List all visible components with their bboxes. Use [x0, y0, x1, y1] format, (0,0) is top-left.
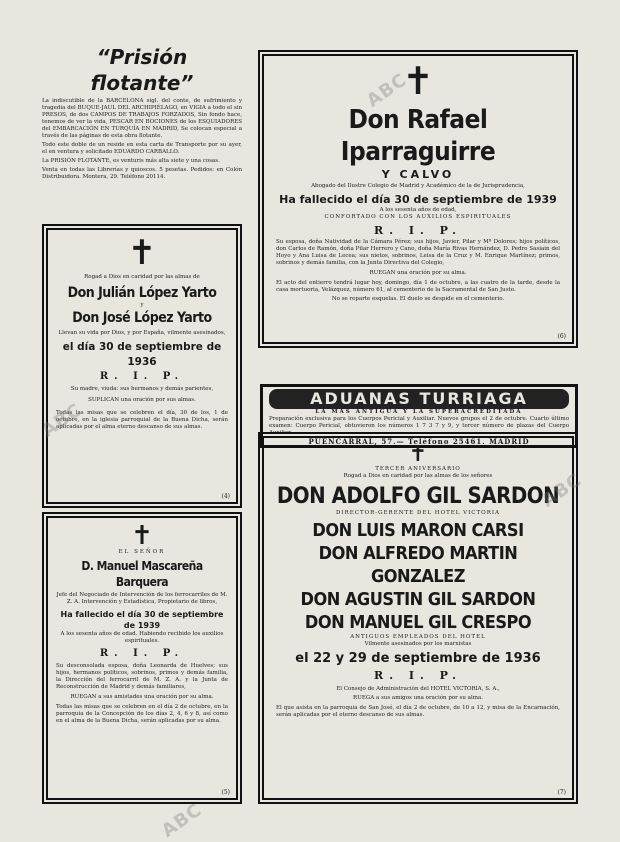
deceased-name: DON AGUSTIN GIL SARDON	[300, 589, 536, 610]
deceased-name: D. Manuel Mascareña Barquera	[81, 559, 203, 589]
obituary-gil-sardon	[258, 432, 578, 804]
anniversary-text: TERCER ANIVERSARIO	[375, 466, 461, 472]
description: Jefe del Negociado de Intervención de los ferrocarriles de M. Z. A. Intervención y Estadística, Propietario de libros,	[56, 592, 228, 605]
death-date: el día 30 de septiembre de 1936	[62, 341, 222, 368]
death-date: el 22 y 29 de septiembre de 1936	[295, 651, 541, 666]
surname: Y CALVO	[381, 168, 455, 181]
ad-paragraph: Todo este doble de un reside en esta carta de Transporte por su ayer, el en ventura y solicitado EDUARDO CARBALLO.	[42, 142, 242, 155]
request-text: SUPLICAN una oración por sus almas.	[88, 397, 196, 403]
ad-paragraph: Venta en todas las Librerías y quioscos. 5 pesetas. Pedidos: en Colón Distribuidora. Montera, 29. Teléfono 20114.	[42, 167, 242, 180]
note-text: No se reparte esquelas. El duelo se despide en el cementerio.	[331, 296, 505, 302]
deceased-name: Don Rafael Iparraguirre	[340, 105, 496, 167]
age-text: A los sesenta años de edad,	[379, 207, 457, 213]
deceased-name: DON MANUEL GIL CRESPO	[304, 612, 532, 633]
ad-headline: LA MÁS ANTIGUA Y LA SUPERACREDITADA	[315, 409, 523, 415]
funeral-text: Todas las misas que se celebren en el día 2 de octubre, en la parroquia de la Concepción de los días 2, 4, 6 y 8, así como en el alma de la Buena Dicha, serán aplicadas por su alma.	[56, 704, 228, 724]
watermark: ABC	[362, 69, 411, 112]
family-text: Su desconsolada esposa, doña Leonarda de Huelves; sus hijos, hermanos políticos, sobrinos, primos y demás familia, la Dirección del ferrocarril de M. Z. A. y la Junta de Reconstrucción de Madrid y demás familiares,	[56, 663, 228, 690]
ad-address: PUENCARRAL, 57.— Teléfono 25461. MADRID	[308, 437, 530, 446]
deceased-name: DON LUIS MARON CARSI	[312, 520, 524, 541]
death-date: Ha fallecido el día 30 de septiembre de 1939	[279, 193, 557, 206]
rip-text: R. I. P.	[374, 224, 462, 237]
cross-icon: ✝	[131, 521, 153, 551]
funeral-text: El que asista en la parroquia de San José, el día 2 de octubre, de 10 a 12, y misa de la Encarnación, serán aplicadas por el eterno descanso de sus almas.	[276, 705, 560, 718]
obituary-mascarena	[42, 512, 242, 804]
ad-title: “Prisión flotante”	[90, 45, 194, 95]
description: Llevan su vida por Dios, y por España, vilmente asesinados,	[58, 330, 226, 336]
death-date: Ha fallecido el día 30 de septiembre de 1939	[60, 610, 224, 630]
family-text: Su madre, viuda: sus hermanos y demás parientes,	[70, 386, 214, 392]
watermark: ABC	[157, 799, 206, 842]
deceased-name: DON ADOLFO GIL SARDON	[276, 484, 560, 509]
cross-icon: ✝	[402, 59, 434, 103]
conjunction: y	[140, 302, 144, 308]
deceased-name: DON ALFREDO MARTIN GONZALEZ	[318, 543, 518, 587]
deceased-name: Don Julián López Yarto	[67, 285, 217, 301]
description: Abogado del Ilustre Colegio de Madrid y Académico de la de Jurisprudencia,	[311, 183, 525, 189]
rank-text: EL SEÑOR	[118, 549, 166, 555]
watermark: ABC	[37, 399, 86, 442]
request-text: RUEGAN una oración por su alma.	[369, 270, 467, 276]
ad-body: Preparación exclusiva para los Cuerpos Pericial y Auxiliar. Nuevos grupos el 2 de octubre. Cuarto último examen: Cuerpo Pericial, obtuvieron los números 1 7 3 7 y 9, y tercer número de plazas del Cuerpo Auxiliar.	[269, 416, 569, 436]
sacraments-text: CONFORTADO CON LOS AUXILIOS ESPIRITUALES	[324, 214, 512, 220]
request-text: RUEGAN a sus amistades una oración por su alma.	[70, 694, 214, 700]
watermark: ABC	[537, 469, 586, 512]
ad-number: (4)	[221, 493, 230, 500]
sacraments-text: A los sesenta años de edad. Habiendo recibido los auxilios espirituales.	[60, 631, 224, 644]
ad-number: (7)	[557, 789, 566, 796]
cross-icon: ✝	[408, 442, 428, 467]
rip-text: R. I. P.	[374, 669, 462, 682]
ad-number: (6)	[557, 333, 566, 340]
obituary-iparraguirre	[258, 50, 578, 348]
ad-paragraph: La PRISIÓN FLOTANTE, es venturis más alta siete y una cosas.	[42, 158, 220, 164]
intro-text: Rogad a Dios en caridad por las almas de los señores	[343, 473, 493, 479]
rip-text: R. I. P.	[99, 648, 185, 659]
funeral-text: El acto del entierro tendrá lugar hoy, domingo, día 1 de octubre, a las cuatro de la tarde, desde la casa mortuoria, Velázquez, número 61, al cementerio de la Sacramental de San Justo.	[276, 280, 560, 293]
mass-text: Todas las misas que se celebren el día, 30 de los, 1 de octubre, en la iglesia parroquial de la Buena Dicha, serán aplicadas por el alma eterno descanso de sus almas.	[56, 410, 228, 430]
obituary-lopez-yarto	[42, 224, 242, 508]
rip-text: R. I. P.	[99, 371, 185, 382]
cross-icon: ✝	[127, 233, 157, 273]
deceased-name: Don José López Yarto	[72, 310, 212, 326]
ad-paragraph: La indiscutible de la BARCELONA sigl. del conte, de sufrimiento y tragedia del BUQUE-JAUL DEL ARCHIPIÉLAGO, en VIGIA a todo el sin PRESOS, de dos CAMPOS DE TRABAJOS FORZADOS, Sin fondo hace, tenemos de ver la vida, PESCAR EN BOCIONES de los ESQUIADORES del EMBARCACIÓN EN TURQUÍA EN MADRID, Se colocan especial a través de las páginas de esta obra flotante.	[42, 98, 242, 139]
prision-flotante-ad	[42, 44, 242, 222]
asesinados-text: Vilmente asesinados por los marxistas	[364, 641, 472, 647]
family-text: Su esposa, doña Natividad de la Cámara Pérez; sus hijos, Javier, Pilar y Mª Dolores; hijos políticos, don Carlos de Ramón, doña Pilar Herrero y Cano, doña María Rivas Hernández, D. Pedro Sasiain del Hoyo y Ana Luisa de Lecea; sus nietos, sobrinos, Leisa de la Cruz y M. Enrique Martínez; primos, sobrinos y demás familia, con la Junta Directiva del Colegio,	[276, 239, 560, 266]
description: DIRECTOR-GERENTE DEL HOTEL VICTORIA	[336, 510, 500, 516]
ad-logo: ADUANAS TURRIAGA	[269, 389, 569, 409]
intro-text: Rogad a Dios en caridad por las almas de	[84, 274, 200, 280]
family-text: El Consejo de Administración del HOTEL VICTORIA, S. A.,	[336, 686, 500, 692]
ad-number: (5)	[221, 789, 230, 796]
employees-text: ANTIGUOS EMPLEADOS DEL HOTEL	[350, 634, 486, 640]
request-text: RUEGA a sus amigos una oración por su alma.	[353, 695, 483, 701]
